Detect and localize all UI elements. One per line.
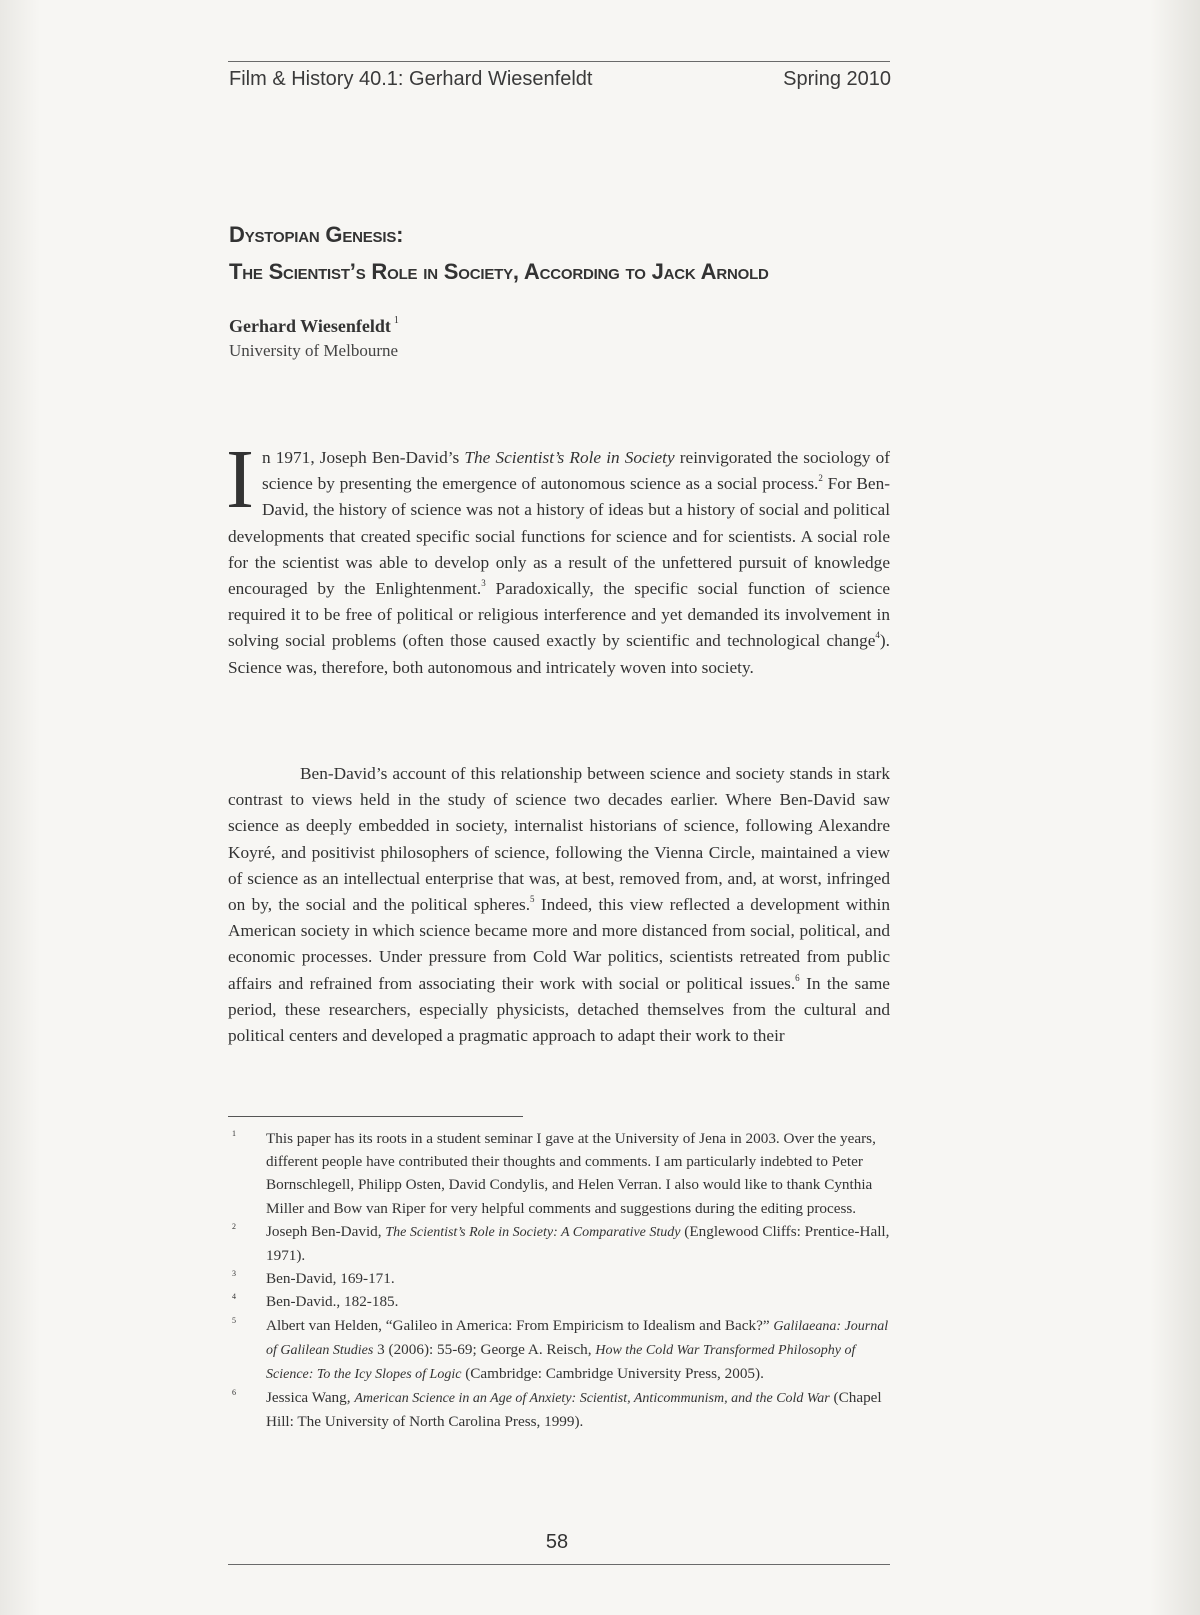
footnote-book-title: American Science in an Age of Anxiety: Scientist, Anticommunism, and the Cold War <box>354 1391 830 1407</box>
paragraph-1 <box>226 433 891 681</box>
footer-rule <box>228 1564 890 1565</box>
footnote-text: Ben-David., 182-185. <box>266 1293 399 1311</box>
journal-citation: Film & History 40.1: Gerhard Wiesenfeldt <box>229 68 593 90</box>
p1-text-b: reinvigorated the sociology of science by presenting the emergence of autonomous science as a social process. <box>261 448 891 494</box>
footnote-6 <box>228 1386 890 1433</box>
footnote-1 <box>228 1127 890 1220</box>
footnote-ref-6[interactable]: 6 <box>795 972 800 983</box>
footnote-ref-4[interactable]: 4 <box>875 630 880 641</box>
footnote-journal-title: Galilaeana: Journal of Galilean Studies <box>266 1318 889 1358</box>
footnote-book-title: How the Cold War Transformed Philosophy of Science: To the Icy Slopes of Logic <box>266 1342 856 1383</box>
footnote-divider <box>228 1116 523 1117</box>
footnote-5 <box>228 1314 890 1387</box>
p2-text-b: Indeed, this view reflected a development within American society in which science became more and more distanced from social, political, and economic processes. Under pressure from Cold War politics, scientists retreated from public affairs and refrained from associating their work with social or political issues. <box>228 895 890 993</box>
p1-text-a: n 1971, Joseph Ben-David’s <box>261 448 465 467</box>
drop-cap: I <box>226 433 254 526</box>
footnote-number: 4 <box>232 1292 236 1302</box>
footnote-text: This paper has its roots in a student seminar I gave at the University of Jena in 2003. Over the years, different people have contributed their thoughts and comments. I am particularly indebted to Peter Bornschlegell, Philipp Osten, David Condylis, and Helen Verran. I also would like to thank Cynthia Miller and Bow van Riper for very helpful comments and suggestions during the editing process. <box>266 1130 876 1217</box>
footnote-number: 5 <box>232 1315 236 1325</box>
p1-book-title: The Scientist’s Role in Society <box>464 448 675 467</box>
p1-text-d: Paradoxically, the specific social function of science required it to be free of political or religious interference and yet demanded its involvement in solving social problems (often those caused exactly by scientific and technological change <box>228 579 890 651</box>
author-footnote-ref[interactable]: 1 <box>393 315 399 326</box>
footnote-number: 6 <box>232 1388 236 1398</box>
footnotes <box>228 1127 890 1434</box>
footnote-3 <box>228 1267 890 1290</box>
footnote-text: (Englewood Cliffs: Prentice-Hall, 1971). <box>266 1222 890 1265</box>
title-line-2: The Scientist’s Role in Society, According to Jack Arnold <box>229 259 769 284</box>
author-affiliation: University of Melbourne <box>229 341 399 360</box>
author-name <box>229 315 399 337</box>
article-title <box>229 220 909 290</box>
footnote-ref-2[interactable]: 2 <box>818 473 823 484</box>
footnote-text: (Cambridge: Cambridge University Press, 2005). <box>461 1365 764 1383</box>
footnote-number: 2 <box>232 1221 236 1231</box>
paragraph-2 <box>228 761 890 1049</box>
header-rule <box>228 61 890 62</box>
footnote-number: 1 <box>232 1129 236 1138</box>
p1-text-e: ). Science was, therefore, both autonomous and intricately woven into society. <box>228 631 890 677</box>
footnote-book-title: The Scientist’s Role in Society: A Comparative Study <box>385 1224 681 1240</box>
footnote-2 <box>228 1220 890 1267</box>
footnote-text: Jessica Wang, <box>266 1389 355 1407</box>
p1-text-c: For Ben-David, the history of science was not a history of ideas but a history of social and political developments that created specific social functions for science and for scientists. A social role for the scientist was able to develop only as a result of the unfettered pursuit of knowledge encouraged by the Enlightenment. <box>228 474 890 599</box>
footnote-4 <box>228 1290 890 1313</box>
footnote-ref-5[interactable]: 5 <box>530 894 535 905</box>
footnote-text: Ben-David, 169-171. <box>266 1270 395 1288</box>
footnote-text: Albert van Helden, “Galileo in America: From Empiricism to Idealism and Back?” <box>266 1316 774 1334</box>
page-number: 58 <box>545 1531 569 1553</box>
footnote-ref-3[interactable]: 3 <box>481 578 486 589</box>
footnote-text: 3 (2006): 55-69; George A. Reisch, <box>373 1340 596 1358</box>
footnote-text: Joseph Ben-David, <box>266 1222 386 1240</box>
footnote-number: 3 <box>232 1269 236 1279</box>
footnote-text: (Chapel Hill: The University of North Carolina Press, 1999). <box>266 1389 882 1431</box>
issue-season: Spring 2010 <box>783 68 891 90</box>
p2-text-c: In the same period, these researchers, especially physicists, detached themselves from the cultural and political centers and developed a pragmatic approach to adapt their work to their <box>228 973 890 1046</box>
author-name-text: Gerhard Wiesenfeldt <box>229 316 391 336</box>
title-line-1: Dystopian Genesis: <box>229 222 404 247</box>
p2-text-a: Ben-David’s account of this relationship between science and society stands in stark contrast to views held in the study of science two decades earlier. Where Ben-David saw science as deeply embedded in society, internalist historians of science, following Alexandre Koyré, and positivist philosophers of science, following the Vienna Circle, maintained a view of science as an intellectual enterprise that was, at best, removed from, and, at worst, infringed on by, the social and the political spheres. <box>228 764 890 915</box>
